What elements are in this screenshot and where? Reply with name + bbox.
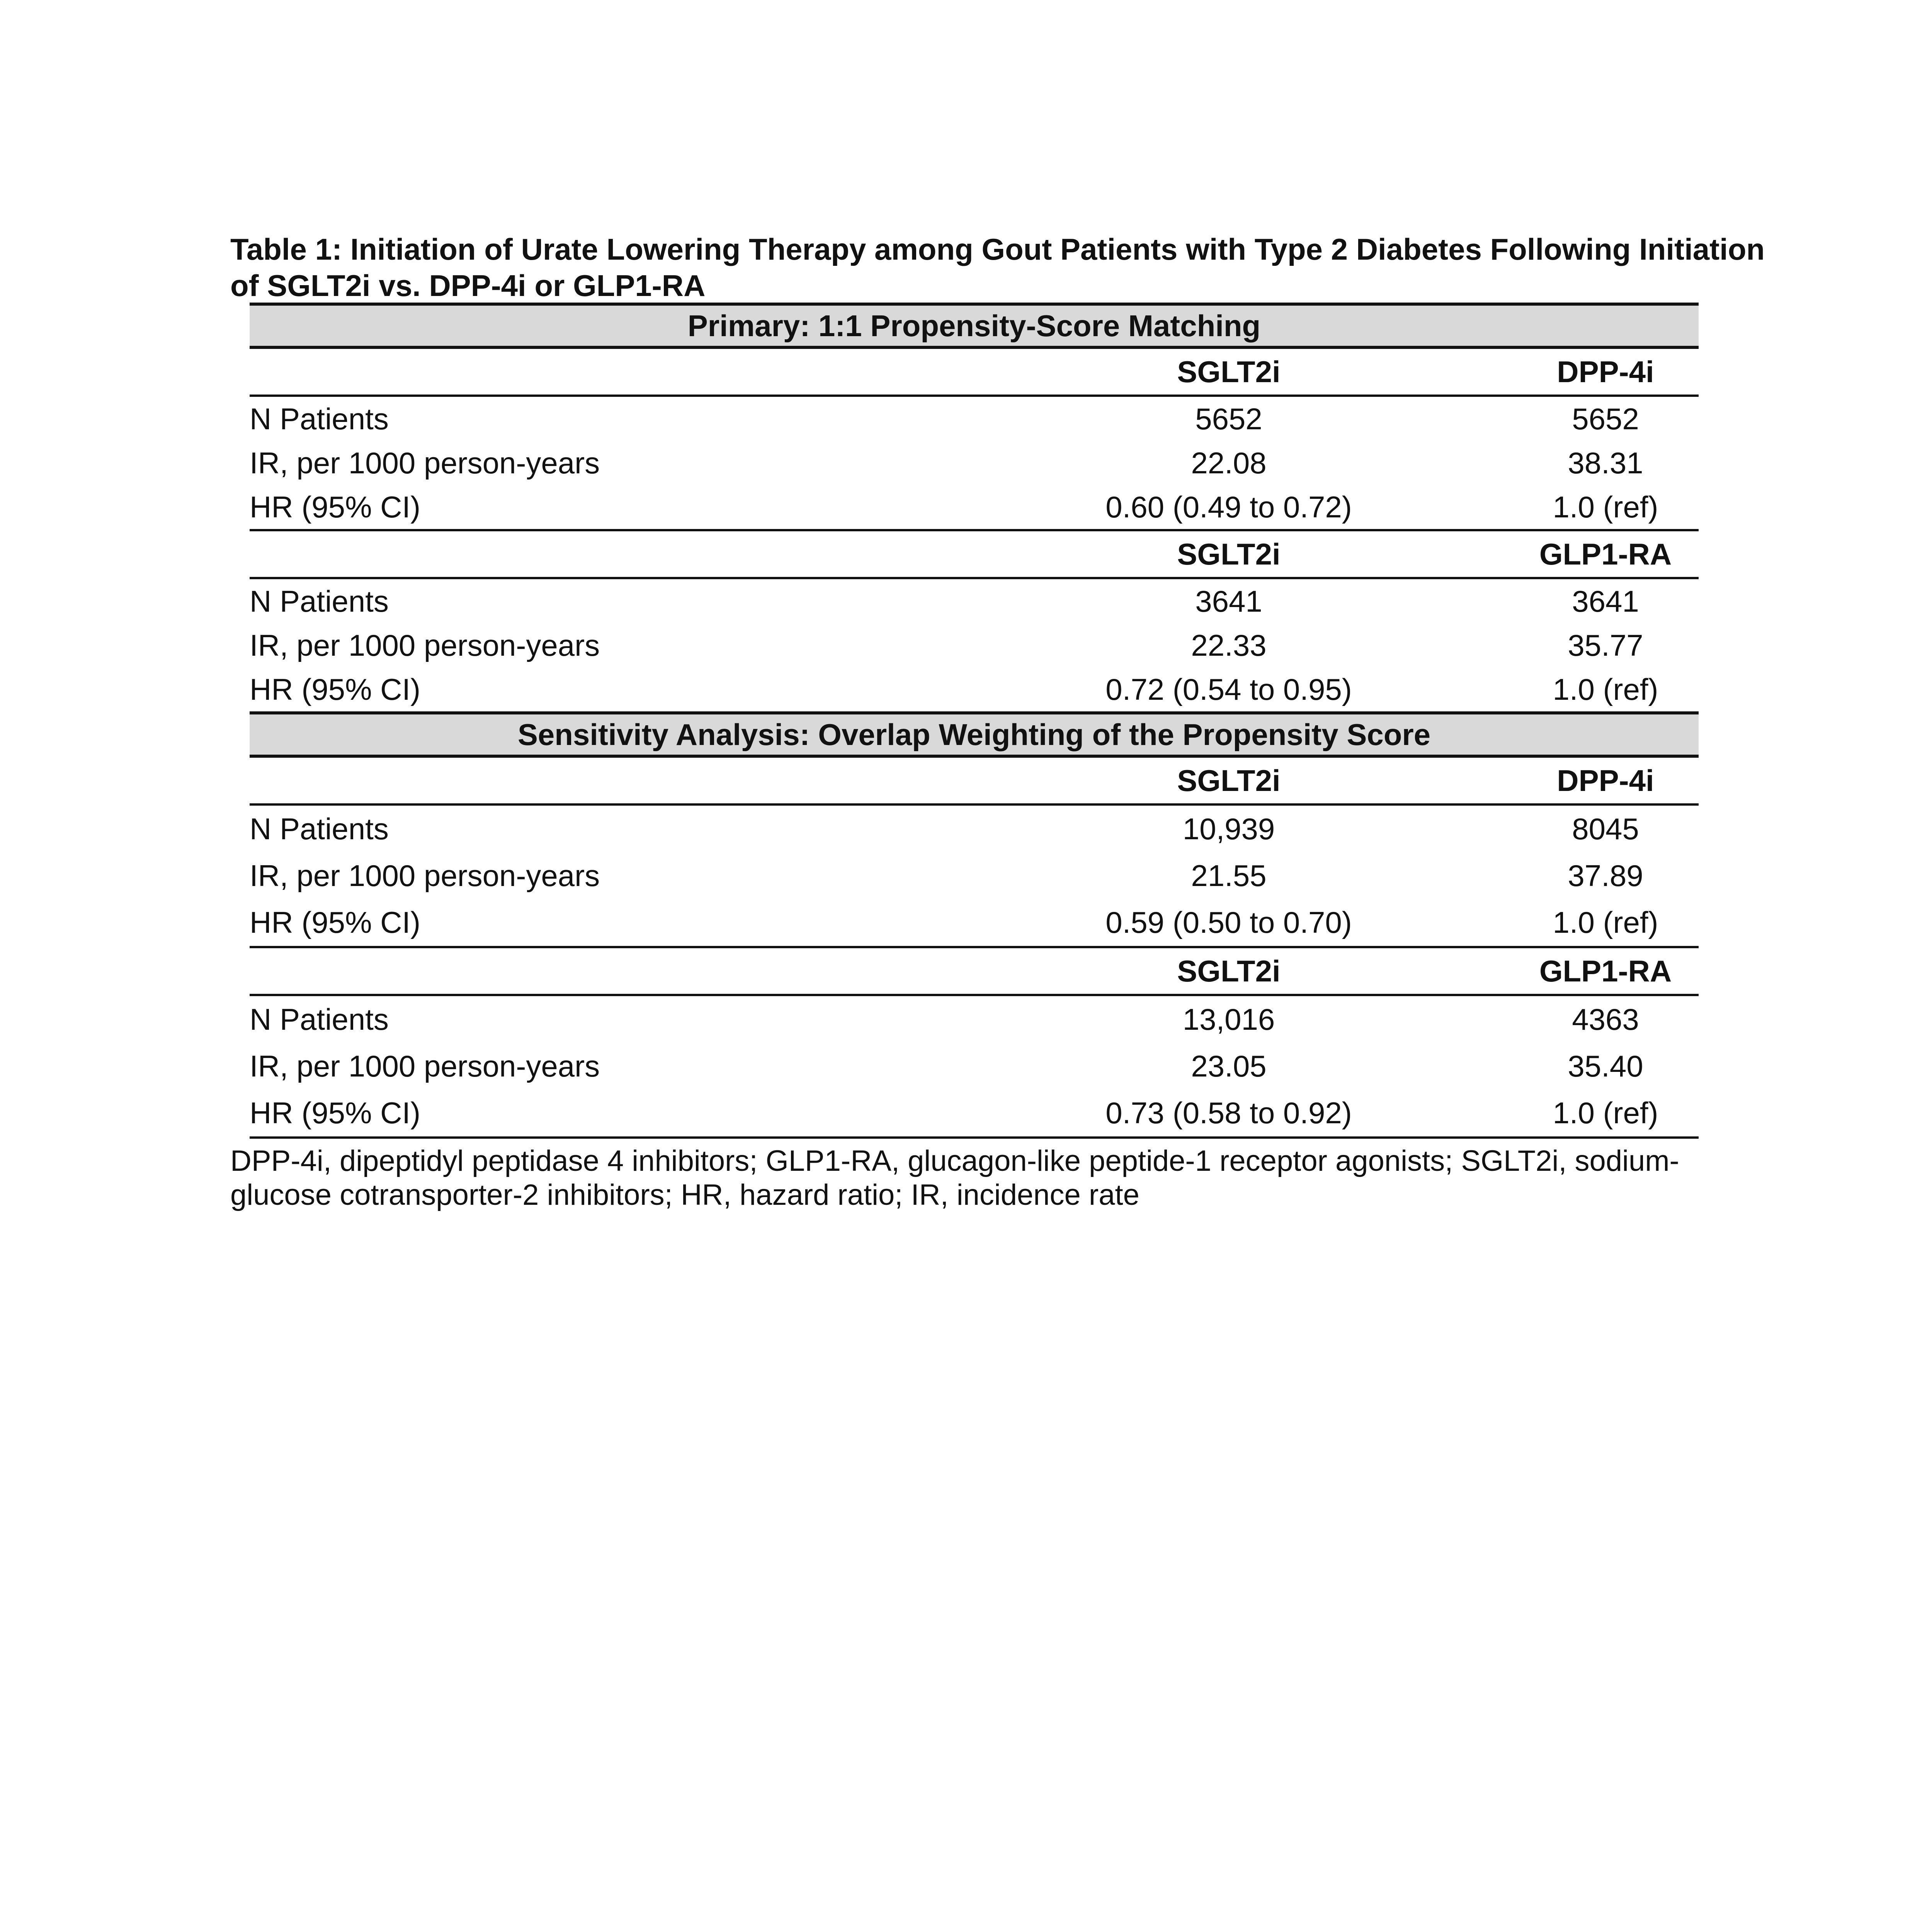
column-header: GLP1-RA — [1512, 947, 1699, 995]
column-header-row — [250, 947, 1699, 995]
cell-value-comparator: 1.0 (ref) — [1553, 672, 1658, 706]
table-row — [250, 667, 1699, 713]
column-header: SGLT2i — [945, 347, 1512, 396]
section-heading-row — [250, 304, 1699, 347]
cell-value-comparator: 1.0 (ref) — [1553, 905, 1658, 939]
cell-value-sglt2i: 13,016 — [1182, 1002, 1275, 1036]
cell-value-sglt2i: 22.08 — [1191, 446, 1267, 480]
cell-value-comparator: 35.77 — [1568, 628, 1643, 662]
table-row — [250, 578, 1699, 623]
table-row — [250, 485, 1699, 530]
row-label: N Patients — [250, 401, 389, 436]
row-label: N Patients — [250, 584, 389, 618]
table-title: Table 1: Initiation of Urate Lowering Therapy among Gout Patients with Type 2 Diabetes Following Initiation of SGLT2i vs. DPP-4i or GLP1-RA — [230, 232, 1765, 303]
row-label: HR (95% CI) — [250, 905, 421, 939]
table-row — [250, 441, 1699, 485]
cell-value-sglt2i: 0.72 (0.54 to 0.95) — [1105, 672, 1352, 706]
cell-value-comparator: 1.0 (ref) — [1512, 1090, 1699, 1138]
row-label: HR (95% CI) — [250, 672, 421, 706]
cell-value-comparator: 5652 — [1572, 401, 1639, 436]
row-label: IR, per 1000 person-years — [250, 446, 600, 480]
table-row — [250, 995, 1699, 1043]
cell-value-comparator: 37.89 — [1568, 859, 1643, 893]
cell-value-sglt2i: 22.33 — [1191, 628, 1267, 662]
results-table — [250, 303, 1699, 1139]
row-label: HR (95% CI) — [250, 1090, 945, 1138]
cell-value-comparator: 3641 — [1572, 584, 1639, 618]
empty-header-cell — [250, 756, 945, 804]
cell-value-sglt2i: 21.55 — [1191, 859, 1267, 893]
column-header: DPP-4i — [1512, 756, 1699, 804]
table-row — [250, 623, 1699, 667]
cell-value-comparator: 38.31 — [1568, 446, 1643, 480]
cell-value-sglt2i: 5652 — [1195, 401, 1262, 436]
table-row — [250, 1090, 1699, 1138]
cell-value-sglt2i: 10,939 — [1182, 812, 1275, 846]
cell-value-comparator: 4363 — [1572, 1002, 1639, 1036]
section-heading: Primary: 1:1 Propensity-Score Matching — [250, 304, 1699, 347]
empty-header-cell — [250, 347, 945, 396]
table-row — [250, 852, 1699, 899]
row-label: HR (95% CI) — [250, 490, 421, 524]
row-label: IR, per 1000 person-years — [250, 628, 600, 662]
table-footnote: DPP-4i, dipeptidyl peptidase 4 inhibitors; GLP1-RA, glucagon-like peptide-1 receptor agonists; SGLT2i, sodium-glucose cotransporter-2 inhibitors; HR, hazard ratio; IR, incidence rate — [230, 1145, 1679, 1211]
column-header: SGLT2i — [945, 530, 1512, 578]
row-label: IR, per 1000 person-years — [250, 859, 600, 893]
cell-value-sglt2i: 23.05 — [1191, 1049, 1267, 1083]
column-header: GLP1-RA — [1512, 530, 1699, 578]
column-header-row — [250, 530, 1699, 578]
empty-header-cell — [250, 530, 945, 578]
column-header: SGLT2i — [945, 947, 1512, 995]
cell-value-comparator: 35.40 — [1568, 1049, 1643, 1083]
cell-value-sglt2i: 0.59 (0.50 to 0.70) — [1105, 905, 1352, 939]
section-heading-row — [250, 713, 1699, 756]
column-header: DPP-4i — [1512, 347, 1699, 396]
column-header-row — [250, 347, 1699, 396]
table-row — [250, 396, 1699, 441]
cell-value-sglt2i: 0.60 (0.49 to 0.72) — [1105, 490, 1352, 524]
cell-value-comparator: 8045 — [1572, 812, 1639, 846]
table-row — [250, 804, 1699, 852]
cell-value-sglt2i: 3641 — [1195, 584, 1262, 618]
row-label: IR, per 1000 person-years — [250, 1049, 600, 1083]
empty-header-cell — [250, 947, 945, 995]
column-header-row — [250, 756, 1699, 804]
row-label: N Patients — [250, 812, 389, 846]
column-header: SGLT2i — [945, 756, 1512, 804]
cell-value-sglt2i: 0.73 (0.58 to 0.92) — [945, 1090, 1512, 1138]
table-row — [250, 899, 1699, 947]
row-label: N Patients — [250, 1002, 389, 1036]
section-heading: Sensitivity Analysis: Overlap Weighting of the Propensity Score — [250, 713, 1699, 756]
cell-value-comparator: 1.0 (ref) — [1553, 490, 1658, 524]
table-row — [250, 1043, 1699, 1090]
